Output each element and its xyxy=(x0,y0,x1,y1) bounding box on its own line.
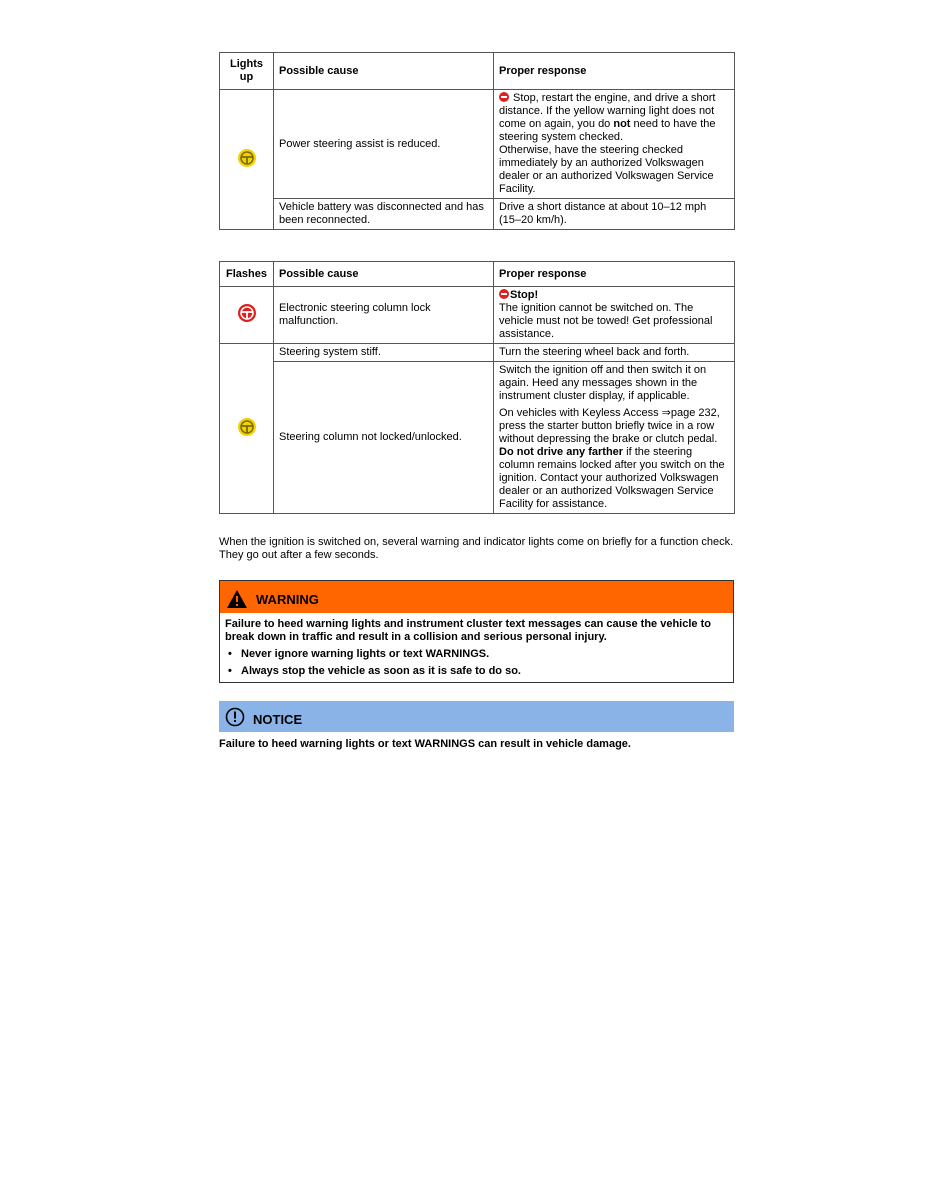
response-cell: Stop, restart the engine, and drive a short distance. If the yellow warning light does not come on again, you do not need to have the steering system checked. Otherwise, have the steering checked immediately by an authorized Volkswagen dealer or an authorized Volkswagen Service Facility. xyxy=(494,90,735,199)
warning-header xyxy=(220,581,733,613)
flashes-table xyxy=(219,261,735,514)
cause-cell: Vehicle battery was disconnected and has been reconnected. xyxy=(274,199,494,230)
warning-triangle-icon xyxy=(226,589,248,613)
steering-wheel-red-icon xyxy=(237,303,257,327)
table-row xyxy=(220,362,735,514)
exclamation-circle-icon xyxy=(225,707,245,731)
cause-cell: Steering system stiff. xyxy=(274,344,494,362)
cause-cell: Steering column not locked/unlocked. xyxy=(274,362,494,514)
list-item: • Always stop the vehicle as soon as it is safe to do so. xyxy=(225,665,728,678)
header-lights-up: Lights up xyxy=(220,53,274,90)
table-row xyxy=(220,90,735,199)
warning-text: Failure to heed warning lights and instrument cluster text messages can cause the vehicle to break down in traffic and result in a collision and serious personal injury. xyxy=(225,618,711,643)
icon-cell xyxy=(220,344,274,514)
header-possible-cause: Possible cause xyxy=(274,53,494,90)
stop-icon xyxy=(499,92,509,102)
icon-cell xyxy=(220,90,274,230)
stop-icon xyxy=(499,289,509,299)
cause-cell: Electronic steering column lock malfunction. xyxy=(274,287,494,344)
function-check-paragraph: When the ignition is switched on, several warning and indicator lights come on briefly for a function check. They go out after a few seconds. xyxy=(219,536,734,561)
response-cell: Stop! The ignition cannot be switched on. The vehicle must not be towed! Get professional assistance. xyxy=(494,287,735,344)
steering-wheel-yellow-icon xyxy=(237,417,257,441)
list-item: • Never ignore warning lights or text WARNINGS. xyxy=(225,648,728,661)
notice-header xyxy=(219,701,734,732)
header-possible-cause: Possible cause xyxy=(274,262,494,287)
steering-wheel-yellow-icon xyxy=(237,148,257,172)
response-cell: Switch the ignition off and then switch it on again. Heed any messages shown in the instrument cluster display, if applicable. On vehicles with Keyless Access ⇒page 232, press the starter button briefly twice in a row without depressing the brake or clutch pedal. Do not drive any farther if the steering column remains locked after you switch on the ignition. Contact your authorized Volkswagen dealer or an authorized Volkswagen Service Facility for assistance. xyxy=(494,362,735,514)
warning-body xyxy=(220,613,733,682)
notice-text: Failure to heed warning lights or text WARNINGS can result in vehicle damage. xyxy=(219,738,631,750)
table-row xyxy=(220,344,735,362)
header-proper-response: Proper response xyxy=(494,262,735,287)
response-cell: Turn the steering wheel back and forth. xyxy=(494,344,735,362)
lights-up-table xyxy=(219,52,735,230)
notice-title: NOTICE xyxy=(253,712,303,727)
response-cell: Drive a short distance at about 10–12 mph (15–20 km/h). xyxy=(494,199,735,230)
warning-title: WARNING xyxy=(256,592,319,607)
header-flashes: Flashes xyxy=(220,262,274,287)
table-row xyxy=(220,287,735,344)
table-row xyxy=(220,199,735,230)
cause-cell: Power steering assist is reduced. xyxy=(274,90,494,199)
icon-cell xyxy=(220,287,274,344)
header-proper-response: Proper response xyxy=(494,53,735,90)
table-header-row xyxy=(220,53,735,90)
table-header-row xyxy=(220,262,735,287)
warning-box xyxy=(219,580,734,683)
